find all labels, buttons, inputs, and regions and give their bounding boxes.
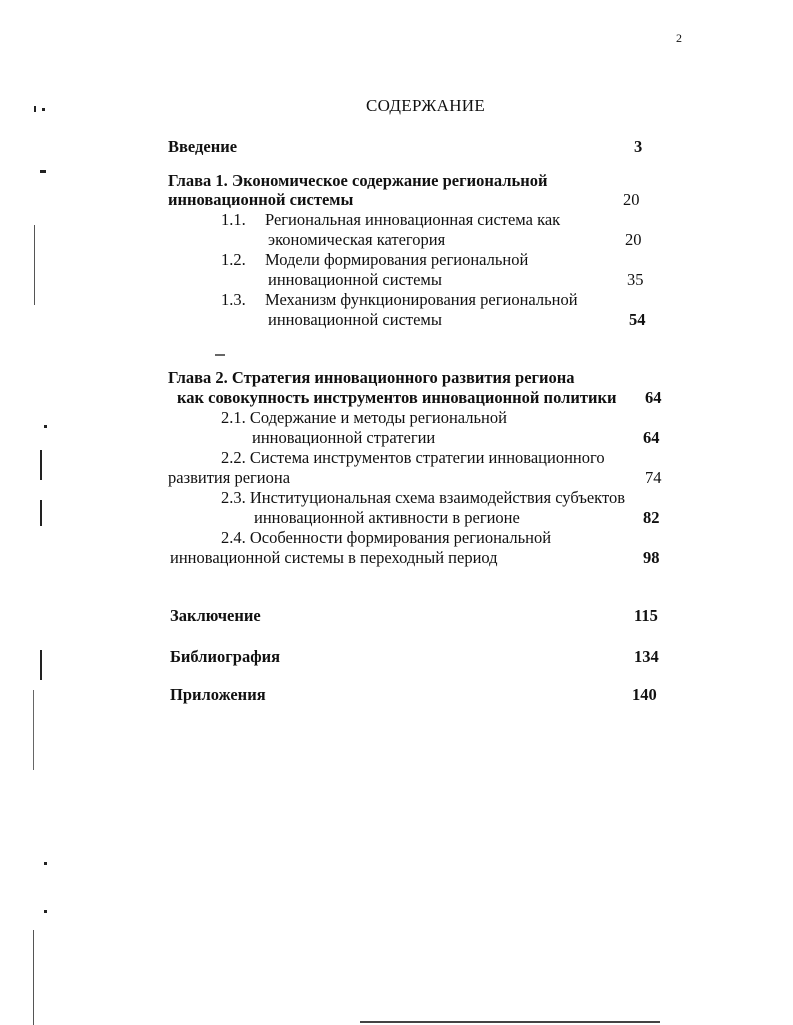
toc-appendices-page: 140 — [632, 685, 657, 704]
toc-ch1-line2: инновационной системы — [168, 190, 354, 209]
scan-speck — [34, 106, 36, 112]
toc-intro-label: Введение — [168, 137, 238, 156]
toc-s1-1-line1: Региональная инновационная система как — [265, 210, 561, 229]
toc-conclusion-page: 115 — [634, 606, 658, 625]
scan-speck — [44, 910, 47, 913]
toc-ch2-line2: как совокупность инструментов инновационной политики — [177, 388, 617, 407]
toc-s1-3-line1: Механизм функционирования региональной — [265, 290, 578, 309]
toc-title: СОДЕРЖАНИЕ — [366, 96, 486, 115]
toc-ch1-line1: Глава 1. Экономическое содержание региональной — [168, 171, 548, 190]
toc-s2-3-page: 82 — [643, 508, 660, 527]
toc-s1-3-number: 1.3. — [221, 290, 246, 309]
scan-bottom-line — [360, 1021, 660, 1023]
scan-margin-line — [33, 930, 34, 1025]
scan-speck — [215, 354, 225, 356]
toc-bibliography-label: Библиография — [170, 647, 281, 666]
toc-s1-3-line2: инновационной системы — [268, 310, 442, 329]
toc-s2-4-line1: 2.4. Особенности формирования региональной — [221, 528, 552, 547]
toc-s1-1-page: 20 — [625, 230, 642, 249]
toc-conclusion-label: Заключение — [170, 606, 261, 625]
toc-s1-2-line1: Модели формирования региональной — [265, 250, 529, 269]
page-number: 2 — [676, 31, 682, 45]
toc-s1-1-number: 1.1. — [221, 210, 246, 229]
toc-ch2-page: 64 — [645, 388, 662, 407]
toc-s1-3-page: 54 — [629, 310, 646, 329]
toc-s1-2-number: 1.2. — [221, 250, 246, 269]
toc-s2-3-line2: инновационной активности в регионе — [254, 508, 520, 527]
toc-ch1-page: 20 — [623, 190, 640, 209]
toc-s2-3-line1: 2.3. Институциональная схема взаимодействия субъектов — [221, 488, 626, 507]
scan-speck — [44, 862, 47, 865]
toc-s2-4-line2: инновационной системы в переходный период — [170, 548, 498, 567]
scan-speck — [42, 108, 45, 111]
toc-s2-2-line1: 2.2. Система инструментов стратегии инновационного — [221, 448, 605, 467]
toc-s1-2-page: 35 — [627, 270, 644, 289]
toc-s1-1-line2: экономическая категория — [268, 230, 446, 249]
scan-speck — [44, 425, 47, 428]
toc-intro-page: 3 — [634, 137, 643, 156]
toc-ch2-line1: Глава 2. Стратегия инновационного развития региона — [168, 368, 575, 387]
toc-s1-2-line2: инновационной системы — [268, 270, 442, 289]
toc-s2-4-page: 98 — [643, 548, 660, 567]
scan-margin-line — [33, 690, 34, 770]
toc-bibliography-page: 134 — [634, 647, 659, 666]
scan-margin-line — [40, 450, 42, 480]
toc-s2-1-line2: инновационной стратегии — [252, 428, 436, 447]
toc-s2-2-line2: развития региона — [168, 468, 291, 487]
scan-margin-line — [40, 500, 42, 526]
scan-margin-line — [40, 650, 42, 680]
toc-s2-2-page: 74 — [645, 468, 662, 487]
toc-appendices-label: Приложения — [170, 685, 266, 704]
toc-s2-1-page: 64 — [643, 428, 660, 447]
toc-s2-1-line1: 2.1. Содержание и методы региональной — [221, 408, 507, 427]
scan-speck — [40, 170, 46, 173]
scan-margin-line — [34, 225, 35, 305]
